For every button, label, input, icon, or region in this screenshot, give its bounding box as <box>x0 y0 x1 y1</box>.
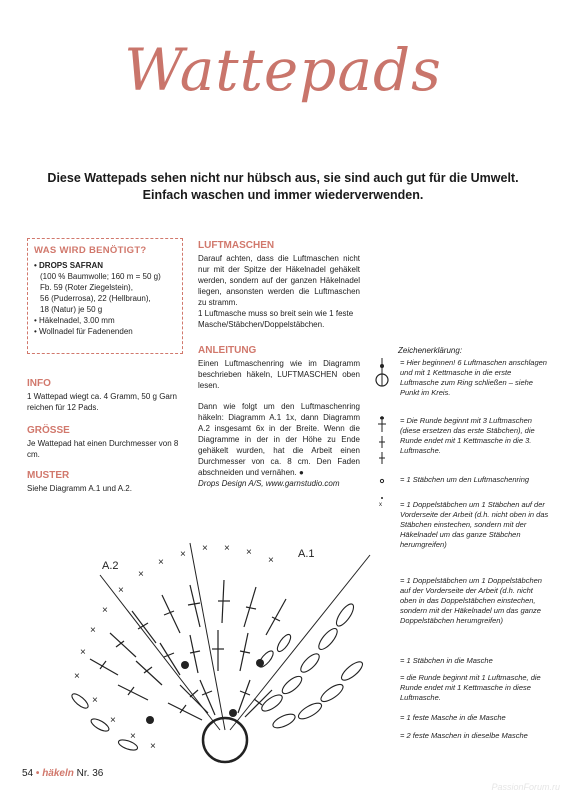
svg-text:×: × <box>268 555 274 566</box>
instructions-section <box>198 345 360 489</box>
bracket-line <box>190 543 225 730</box>
materials-item: 56 (Puderrosa), 22 (Hellbraun), <box>40 294 151 303</box>
diagram-label-a1: A.1 <box>298 548 315 560</box>
svg-text:×: × <box>202 543 208 554</box>
treble-ring-icon <box>379 452 385 464</box>
page-footer <box>22 768 103 779</box>
info-text: 1 Wattepad wiegt ca. 4 Gramm, 50 g Garn reichen für 12 Pads. <box>27 392 177 412</box>
treble-around-ring-icon <box>379 436 385 448</box>
materials-item: 18 (Natur) je 50 g <box>40 305 103 314</box>
svg-text:×: × <box>150 741 156 752</box>
materials-list <box>34 260 182 337</box>
bracket-line <box>230 555 370 730</box>
intro-line-1: Diese Wattepads sehen nicht nur hübsch aus, sie sind auch gut für die Umwelt. <box>47 171 519 185</box>
legend-title: Zeichenerklärung: <box>398 346 463 355</box>
materials-item: Fb. 59 (Roter Ziegelstein), <box>40 283 133 292</box>
pattern-heading: MUSTER <box>27 470 70 481</box>
materials-item: • Häkelnadel, 3.00 mm <box>34 316 115 325</box>
legend-item: = 1 Doppelstäbchen um 1 Doppelstäbchen auf der Vorderseite der Arbeit (d.h. nicht oben in das Doppelstäbchen einstechen, sondern mit der Häkelnadel um das ganze Doppelstäbchen herumgreifen) <box>400 576 542 625</box>
svg-text:×: × <box>92 695 98 706</box>
instructions-heading: ANLEITUNG <box>198 345 257 356</box>
info-section <box>27 378 187 413</box>
legend-item: = Die Runde beginnt mit 3 Luftmaschen (diese ersetzen das erste Stäbchen), die Runde endet mit 1 Kettmasche in die 3. Luftmasche. <box>400 416 535 455</box>
crochet-diagram <box>40 535 380 765</box>
materials-box <box>27 238 183 354</box>
svg-text:×: × <box>224 543 230 554</box>
svg-text:×: × <box>246 547 252 558</box>
instructions-text-1: Einen Luftmaschenring wie im Diagramm beschrieben häkeln, LUFTMASCHEN oben lesen. <box>198 359 360 390</box>
x-symbol-icon: x <box>379 502 382 508</box>
svg-text:×: × <box>74 671 80 682</box>
center-ring-icon <box>203 718 247 762</box>
stitch-marks <box>90 580 286 720</box>
materials-item: • DROPS SAFRAN <box>34 261 104 270</box>
loop-marks <box>70 601 365 752</box>
issue-number: Nr. 36 <box>76 768 104 779</box>
svg-text:×: × <box>158 557 164 568</box>
footer-separator: • <box>35 768 40 779</box>
intro-text <box>30 170 536 204</box>
watermark: PassionForum.ru <box>491 782 560 792</box>
pattern-section <box>27 470 187 494</box>
page-number: 54 <box>22 768 34 779</box>
info-heading: INFO <box>27 378 51 389</box>
size-section <box>27 425 187 460</box>
svg-text:×: × <box>138 569 144 580</box>
materials-item: (100 % Baumwolle; 160 m = 50 g) <box>40 272 161 281</box>
intro-line-2: Einfach waschen und immer wiederverwenden. <box>142 188 424 202</box>
svg-text:×: × <box>102 605 108 616</box>
chains-text: Darauf achten, dass die Luftmaschen nicht nur mit der Spitze der Häkelnadel gehäkelt werden, sondern auf der ganzen Häkelnadel liegen, ansonsten werden die Luftmaschen zu stramm. <box>198 254 360 307</box>
page-title: Wattepads <box>124 36 442 104</box>
magazine-brand: häkeln <box>42 768 74 779</box>
svg-text:×: × <box>110 715 116 726</box>
chains-heading: LUFTMASCHEN <box>198 240 275 251</box>
instructions-credit: Drops Design A/S, www.garnstudio.com <box>198 479 340 488</box>
materials-heading: WAS WIRD BENÖTIGT? <box>34 245 147 256</box>
svg-text:×: × <box>180 549 186 560</box>
legend-item: = 1 feste Masche in die Masche <box>400 713 506 722</box>
legend-item: = die Runde beginnt mit 1 Luftmasche, die Runde endet mit 1 Kettmasche in diese Luftmasche. <box>400 673 541 702</box>
svg-text:×: × <box>90 625 96 636</box>
svg-text:×: × <box>118 585 124 596</box>
instructions-text-2: Dann wie folgt um den Luftmaschenring häkeln: Diagramm A.1 1x, dann Diagramm A.2 insgesamt 6x in der Breite. Wenn die Diagramme in der in der Höhe zu Ende gehäkelt wurden, hat die Arbeit einen Durchmesser von ca. 8 cm. Den Faden abschneiden und vernähen. ● <box>198 402 360 477</box>
legend-item: = 2 feste Maschen in dieselbe Masche <box>400 731 528 740</box>
single-crochet-marks <box>74 543 274 752</box>
legend-item: = 1 Doppelstäbchen um 1 Stäbchen auf der Vorderseite der Arbeit (d.h. nicht oben in das Stäbchen einstechen, sondern mit der Häkelnadel um das ganze Stäbchen herumgreifen) <box>400 500 549 549</box>
diagram-label-a2: A.2 <box>102 560 119 572</box>
legend-item: = 1 Stäbchen in die Masche <box>400 656 493 665</box>
legend-item: = Hier beginnen! 6 Luftmaschen anschlagen und mit 1 Kettmasche in die erste Luftmasche zum Ring schließen – siehe Punkt im Kreis. <box>400 358 547 397</box>
legend-item: = 1 Stäbchen um den Luftmaschenring <box>400 475 530 484</box>
svg-text:×: × <box>130 731 136 742</box>
materials-item: • Wollnadel für Fadenenden <box>34 327 133 336</box>
chain-start-symbol-icon <box>378 416 386 432</box>
svg-text:×: × <box>80 647 86 658</box>
size-heading: GRÖSSE <box>27 425 70 436</box>
ring-symbol-icon <box>376 358 388 386</box>
chain-around-icon <box>380 479 383 482</box>
size-text: Je Wattepad hat einen Durchmesser von 8 cm. <box>27 439 179 459</box>
chains-text-2: 1 Luftmasche muss so breit sein wie 1 feste Masche/Stäbchen/Doppelstäbchen. <box>198 309 354 329</box>
start-dot-icon <box>229 709 237 717</box>
chains-section <box>198 240 360 330</box>
pattern-text: Siehe Diagramm A.1 und A.2. <box>27 484 132 493</box>
